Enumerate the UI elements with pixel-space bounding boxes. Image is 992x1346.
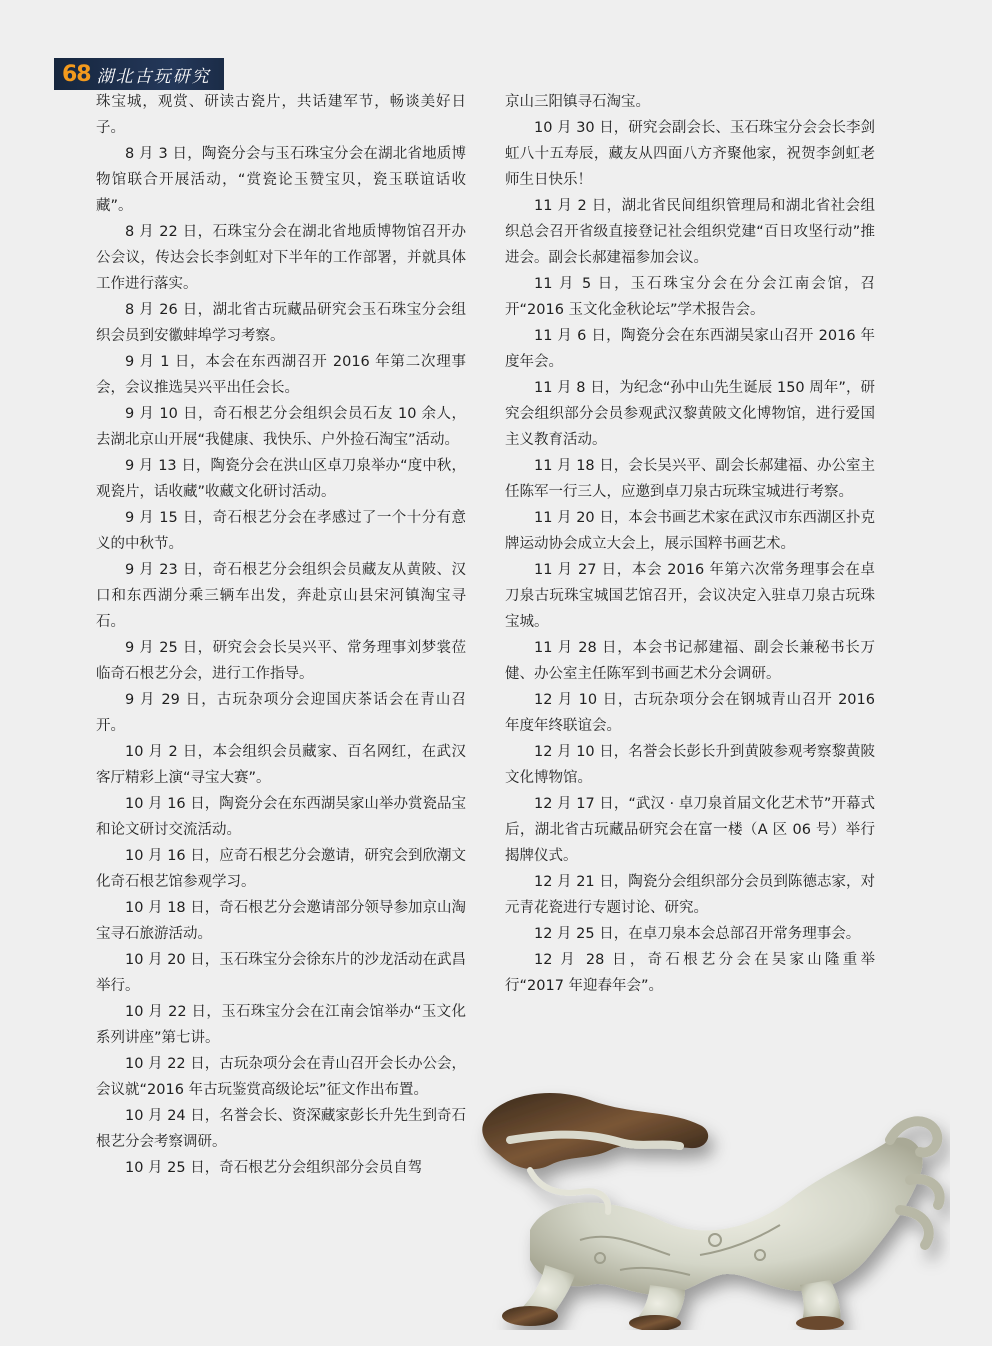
event-entry: 10 月 16 日，应奇石根艺分会邀请，研究会到欣潮文化奇石根艺馆参观学习。 <box>96 848 466 890</box>
event-entry: 11 月 5 日，玉石珠宝分会在分会江南会馆，召开“2016 玉文化金秋论坛”学术报告会。 <box>505 276 875 318</box>
event-entry: 10 月 20 日，玉石珠宝分会徐东片的沙龙活动在武昌举行。 <box>96 952 466 994</box>
event-entry: 12 月 25 日，在卓刀泉本会总部召开常务理事会。 <box>534 926 861 942</box>
event-entry: 11 月 2 日，湖北省民间组织管理局和湖北省社会组织总会召开省级直接登记社会组织党建“百日攻坚行动”推进会。副会长郝建福参加会议。 <box>505 198 875 266</box>
event-entry: 9 月 23 日，奇石根艺分会组织会员藏友从黄陂、汉口和东西湖分乘三辆车出发，奔赴京山县宋河镇淘宝寻石。 <box>96 562 466 630</box>
event-entry: 10 月 22 日，玉石珠宝分会在江南会馆举办“玉文化系列讲座”第七讲。 <box>96 1004 466 1046</box>
event-entry: 8 月 3 日，陶瓷分会与玉石珠宝分会在湖北省地质博物馆联合开展活动，“赏瓷论玉赞宝贝，瓷玉联谊话收藏”。 <box>96 146 466 214</box>
event-entry: 9 月 25 日，研究会会长吴兴平、常务理事刘梦裳莅临奇石根艺分会，进行工作指导。 <box>96 640 466 682</box>
event-entry: 12 月 28 日，奇石根艺分会在吴家山隆重举行“2017 年迎春年会”。 <box>505 952 875 994</box>
event-entry: 8 月 22 日，石珠宝分会在湖北省地质博物馆召开办公会议，传达会长李剑虹对下半年的工作部署，并就具体工作进行落实。 <box>96 224 466 292</box>
page-header <box>54 58 224 90</box>
continued-paragraph: 京山三阳镇寻石淘宝。 <box>505 94 650 110</box>
event-entry: 10 月 18 日，奇石根艺分会邀请部分领导参加京山淘宝寻石旅游活动。 <box>96 900 466 942</box>
page-number: 68 <box>62 61 91 87</box>
left-column <box>96 89 466 1181</box>
event-entry: 11 月 6 日，陶瓷分会在东西湖吴家山召开 2016 年度年会。 <box>505 328 875 370</box>
event-entry: 10 月 22 日，古玩杂项分会在青山召开会长办公会，会议就“2016 年古玩鉴赏高级论坛”征文作出布置。 <box>96 1056 466 1098</box>
event-entry: 9 月 1 日，本会在东西湖召开 2016 年第二次理事会，会议推选吴兴平出任会长。 <box>96 354 466 396</box>
event-entry: 11 月 8 日，为纪念“孙中山先生诞辰 150 周年”，研究会组织部分会员参观武汉黎黄陂文化博物馆，进行爱国主义教育活动。 <box>505 380 875 448</box>
event-entry: 10 月 30 日，研究会副会长、玉石珠宝分会会长李剑虹八十五寿辰，藏友从四面八方齐聚他家，祝贺李剑虹老师生日快乐！ <box>505 120 875 188</box>
event-entry: 11 月 18 日，会长吴兴平、副会长郝建福、办公室主任陈军一行三人，应邀到卓刀泉古玩珠宝城进行考察。 <box>505 458 875 500</box>
event-entry: 10 月 25 日，奇石根艺分会组织部分会员自驾 <box>125 1160 423 1176</box>
event-entry: 10 月 24 日，名誉会长、资深藏家彭长升先生到奇石根艺分会考察调研。 <box>96 1108 466 1150</box>
right-column <box>505 89 875 999</box>
event-entry: 9 月 10 日，奇石根艺分会组织会员石友 10 余人，去湖北京山开展“我健康、我快乐、户外捡石淘宝”活动。 <box>96 406 466 448</box>
event-entry: 10 月 16 日，陶瓷分会在东西湖吴家山举办赏瓷品宝和论文研讨交流活动。 <box>96 796 466 838</box>
event-entry: 11 月 20 日，本会书画艺术家在武汉市东西湖区扑克牌运动协会成立大会上，展示国粹书画艺术。 <box>505 510 875 552</box>
event-entry: 12 月 10 日，名誉会长彭长升到黄陂参观考察黎黄陂文化博物馆。 <box>505 744 875 786</box>
event-entry: 12 月 10 日，古玩杂项分会在钢城青山召开 2016 年度年终联谊会。 <box>505 692 875 734</box>
event-entry: 9 月 15 日，奇石根艺分会在孝感过了一个十分有意义的中秋节。 <box>96 510 466 552</box>
event-entry: 11 月 27 日，本会 2016 年第六次常务理事会在卓刀泉古玩珠宝城国艺馆召开，会议决定入驻卓刀泉古玩珠宝城。 <box>505 562 875 630</box>
event-entry: 10 月 2 日，本会组织会员藏家、百名网红，在武汉客厅精彩上演“寻宝大赛”。 <box>96 744 466 786</box>
event-entry: 9 月 29 日，古玩杂项分会迎国庆茶话会在青山召开。 <box>96 692 466 734</box>
event-entry: 12 月 17 日，“武汉 · 卓刀泉首届文化艺术节”开幕式后，湖北省古玩藏品研究会在富一楼（A 区 06 号）举行揭牌仪式。 <box>505 796 875 864</box>
jade-dragon-image <box>470 1080 950 1330</box>
event-entry: 9 月 13 日，陶瓷分会在洪山区卓刀泉举办“度中秋，观瓷片，话收藏”收藏文化研讨活动。 <box>96 458 466 500</box>
jade-dragon-icon <box>470 1080 950 1330</box>
magazine-title: 湖北古玩研究 <box>96 66 211 87</box>
event-entry: 11 月 28 日，本会书记郝建福、副会长兼秘书长万健、办公室主任陈军到书画艺术分会调研。 <box>505 640 875 682</box>
event-entry: 8 月 26 日，湖北省古玩藏品研究会玉石珠宝分会组织会员到安徽蚌埠学习考察。 <box>96 302 466 344</box>
continued-paragraph: 珠宝城，观赏、研读古瓷片，共话建军节，畅谈美好日子。 <box>96 94 466 136</box>
event-entry: 12 月 21 日，陶瓷分会组织部分会员到陈德志家，对元青花瓷进行专题讨论、研究。 <box>505 874 875 916</box>
